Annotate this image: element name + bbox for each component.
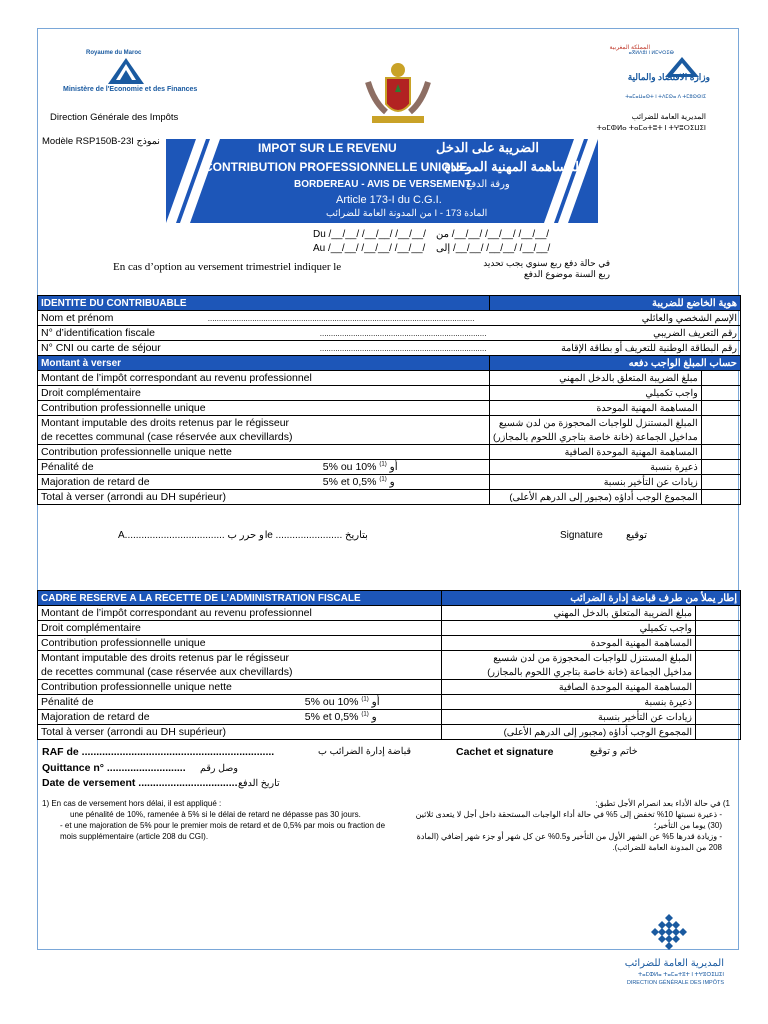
cadre-row [38, 606, 741, 621]
row-label: Total à verser (arrondi au DH supérieur) [38, 725, 442, 740]
cadre-table [37, 590, 741, 740]
cadre-row [38, 621, 741, 636]
identite-title-fr: IDENTITE DU CONTRIBUABLE [38, 296, 490, 311]
montant-row [38, 371, 741, 386]
banner-cpu-fr: CONTRIBUTION PROFESSIONNELLE UNIQUE [204, 160, 468, 174]
row-label: Total à verser (arrondi au DH supérieur) [38, 490, 490, 505]
footnote-ref: (1) [379, 476, 387, 483]
amount-cell[interactable] [701, 401, 740, 416]
if-input[interactable]: ........................................................................... [205, 326, 490, 341]
row-label: Pénalité de [38, 695, 187, 710]
if-label: N° d’identification fiscale [38, 326, 205, 341]
montant-row [38, 401, 741, 416]
ministere-text: Ministère de l'Economie et des Finances [63, 86, 198, 93]
tifinagh-ministere-text: ⵜⴰⵎⴰⵡⴰⵙⵜ ⵏ ⵜⴷⵎⵙⴰ ⴷ ⵜⵎⵓⵙⵙⵏⵉ [625, 94, 706, 100]
cachet-label: Cachet et signature [456, 746, 554, 758]
footer-tifinagh: ⵜⴰⵎⵀⵍⴰ ⵜⴰⵎⴰⵜⵓⵜ ⵏ ⵜⵖⵓⵔⵉⵡⵉⵏ [637, 972, 724, 978]
banner-bordereau-ar: ورقة الدفع [466, 179, 510, 190]
row-label-ar: مداخيل الجماعة (خانة خاصة بتاجري اللحوم بالمجازر) [489, 430, 701, 445]
ar-royaume-text: المملكة المغربية [609, 45, 650, 51]
cadre-row [38, 651, 741, 666]
raf-text: RAF de .................................................................. [42, 746, 275, 758]
royal-crest-icon [358, 58, 438, 128]
amount-cell[interactable] [696, 725, 741, 740]
period-au[interactable]: Au /__/__/ /__/__/ /__/__/ [313, 243, 426, 254]
row-label-ar: مبلغ الضريبة المتعلق بالدخل المهني [442, 606, 696, 621]
amount-cell[interactable] [696, 651, 741, 680]
footnote-ref: (1) [361, 696, 369, 703]
row-label-ar: المبلغ المستنزل للواجبات المحجوزة من لدن شسيع [489, 416, 701, 431]
raf-field[interactable] [42, 746, 274, 758]
montant-row [38, 430, 741, 445]
footnote-ref: (1) [379, 461, 387, 468]
notes-ar [408, 798, 730, 853]
row-label: de recettes communal (case réservée aux chevillards) [38, 665, 442, 680]
amount-cell[interactable] [696, 710, 741, 725]
row-label: Pénalité de [38, 460, 205, 475]
if-label-ar: رقم التعريف الضريبي [489, 326, 740, 341]
footer-ar: المديرية العامة للضرائب [624, 958, 724, 969]
row-label: Contribution professionnelle unique [38, 401, 490, 416]
row-label-ar: المساهمة المهنية الموحدة الصافية [442, 680, 696, 695]
modele-number: Modèle RSP150B-23I نموذج [42, 136, 160, 147]
identite-row-nom [38, 311, 741, 326]
cni-label-ar: رقم البطاقة الوطنية للتعريف أو بطاقة الإقامة [489, 341, 740, 356]
montant-title-ar: حساب المبلغ الواجب دفعه [489, 356, 740, 371]
direction-text: Direction Générale des Impôts [50, 112, 179, 123]
quittance-label-ar: وصل رقم [200, 763, 238, 774]
row-label-ar: المجموع الوجب أداؤه (مجبور إلى الدرهم الأعلى) [489, 490, 701, 505]
rate-cell [187, 710, 442, 725]
notes-fr [42, 798, 397, 842]
cni-label: N° CNI ou carte de séjour [38, 341, 205, 356]
amount-cell[interactable] [696, 636, 741, 651]
rate-text: 5% ou 10% أو [322, 461, 398, 473]
row-label: Contribution professionnelle unique nette [38, 445, 490, 460]
nom-label: Nom et prénom [38, 311, 205, 326]
rate-text: 5% et 0,5% و [322, 476, 395, 488]
row-label-ar: ذعيرة بنسبة [489, 460, 701, 475]
lieu-field[interactable]: A.................................... و حرر ب [118, 530, 264, 541]
row-label: Droit complémentaire [38, 621, 442, 636]
amount-cell[interactable] [696, 680, 741, 695]
cadre-title-fr: CADRE RESERVE A LA RECETTE DE L’ADMINISTRATION FISCALE [38, 591, 442, 606]
dgi-footer-logo [620, 912, 730, 992]
tifinagh-direction-text: ⵜⴰⵎⵀⵍⴰ ⵜⴰⵎⴰⵜⵓⵜ ⵏ ⵜⵖⵓⵔⵉⵡⵉⵏ [596, 125, 706, 132]
identite-row-cni [38, 341, 741, 356]
tifinagh-royaume-text: ⴰⴳⵍⴷⵓⵏ ⵏ ⵍⵎⵖⵔⵉⴱ [628, 50, 674, 56]
note-fr-1: 1) En cas de versement hors délai, il est appliqué : [42, 799, 222, 808]
title-banner [166, 139, 598, 223]
signature-label-ar: توقيع [626, 530, 648, 541]
date-versement-field[interactable]: Date de versement .................................. [42, 777, 238, 789]
declaration-table [37, 295, 741, 505]
row-label: Montant de l’impôt correspondant au revenu professionnel [38, 371, 490, 386]
amount-cell[interactable] [701, 416, 740, 445]
banner-stripes-left [166, 139, 226, 223]
period-ila[interactable]: إلى /__/__/ /__/__/ /__/__/ [436, 243, 551, 254]
row-label: Droit complémentaire [38, 386, 490, 401]
cni-input[interactable]: ........................................................................... [205, 341, 490, 356]
amount-cell[interactable] [701, 475, 740, 490]
nom-input[interactable]: ........................................................................................................................ [205, 311, 490, 326]
trimestriel-label: En cas d’option au versement trimestriel indiquer le [113, 261, 342, 273]
row-label: Montant imputable des droits retenus par le régisseur [38, 416, 490, 431]
amount-cell[interactable] [701, 445, 740, 460]
banner-stripes-right [538, 139, 598, 223]
row-label-ar: المساهمة المهنية الموحدة [442, 636, 696, 651]
trimestriel-label-ar: في حالة دفع ربع سنوي يجب تحديد ربع السنة موضوع الدفع [483, 258, 610, 279]
row-label-ar: مبلغ الضريبة المتعلق بالدخل المهني [489, 371, 701, 386]
rate-cell [205, 475, 490, 490]
rate-text: 5% et 0,5% و [304, 711, 377, 723]
ministry-logo-fr [50, 42, 208, 132]
row-label-ar: واجب تكميلي [442, 621, 696, 636]
amount-cell[interactable] [701, 460, 740, 475]
note-fr-2: une pénalité de 10%, ramenée à 5% si le délai de retard ne dépasse pas 30 jours. [70, 810, 361, 819]
montant-row [38, 490, 741, 505]
rate-cell [205, 460, 490, 475]
row-label: Montant imputable des droits retenus par le régisseur [38, 651, 442, 666]
row-label: Montant de l’impôt correspondant au revenu professionnel [38, 606, 442, 621]
cadre-row [38, 680, 741, 695]
cadre-row [38, 636, 741, 651]
footer-fr: DIRECTION GÉNÉRALE DES IMPÔTS [626, 980, 724, 986]
cadre-title-ar: إطار يملأ من طرف قباضة إدارة الضرائب [442, 591, 741, 606]
banner-cpu-ar: المساهمة المهنية الموحدة [444, 159, 583, 174]
row-label-ar: ذعيرة بنسبة [442, 695, 696, 710]
amount-cell[interactable] [696, 606, 741, 621]
banner-article-fr: Article 173-I du C.G.I. [336, 194, 442, 206]
row-label-ar: المبلغ المستنزل للواجبات المحجوزة من لدن شسيع [442, 651, 696, 666]
royaume-text: Royaume du Maroc [86, 50, 142, 56]
cadre-header [38, 591, 741, 606]
montant-row [38, 386, 741, 401]
banner-bordereau-fr: BORDEREAU - AVIS DE VERSEMENT [294, 179, 472, 190]
rate-text: 5% ou 10% أو [304, 696, 380, 708]
montant-header [38, 356, 741, 371]
note-ar-3: - وزيادة قدرها 5% عن الشهر الأول من التأخير و0.5% عن كل شهر أو جزء شهر إضافي (المادة 208 من المدونة العامة للضرائب). [416, 832, 722, 852]
date-versement-label-ar: تاريخ الدفع [238, 778, 280, 789]
footnote-ref: (1) [361, 711, 369, 718]
period-min[interactable]: من /__/__/ /__/__/ /__/__/ [436, 229, 550, 240]
amount-cell[interactable] [701, 386, 740, 401]
montant-title-fr: Montant à verser [38, 356, 490, 371]
row-label: Majoration de retard de [38, 710, 187, 725]
banner-title-fr: IMPOT SUR LE REVENU [258, 141, 397, 155]
amount-cell[interactable] [696, 621, 741, 636]
row-label: Contribution professionnelle unique nette [38, 680, 442, 695]
row-label-ar: زيادات عن التأخير بنسبة [442, 710, 696, 725]
montant-row [38, 475, 741, 490]
identite-header [38, 296, 741, 311]
row-label-ar: المجموع الوجب أداؤه (مجبور إلى الدرهم الأعلى) [442, 725, 696, 740]
row-label-ar: مداخيل الجماعة (خانة خاصة بتاجري اللحوم بالمجازر) [442, 665, 696, 680]
cachet-label-ar: خاتم و توقيع [590, 746, 638, 757]
ar-direction-text: المديرية العامة للضرائب [631, 112, 706, 121]
raf-label-ar: قباضة إدارة الضرائب ب [318, 746, 412, 757]
ministry-logo-ar [570, 42, 720, 137]
banner-article-ar: المادة 173 - I من المدونة العامة للضرائب [326, 208, 488, 219]
montant-row [38, 460, 741, 475]
note-ar-1: 1) في حالة الأداء بعد انصرام الأجل تطبق: [595, 799, 730, 808]
cadre-row [38, 710, 741, 725]
row-label-ar: زيادات عن التأخير بنسبة [489, 475, 701, 490]
row-label: Contribution professionnelle unique [38, 636, 442, 651]
signature-label: Signature [560, 530, 603, 541]
row-label: Majoration de retard de [38, 475, 205, 490]
amount-cell[interactable] [701, 371, 740, 386]
nom-label-ar: الإسم الشخصي والعائلي [489, 311, 740, 326]
period-du[interactable]: Du /__/__/ /__/__/ /__/__/ [313, 229, 426, 240]
cadre-row [38, 695, 741, 710]
amount-cell[interactable] [701, 490, 740, 505]
date-field[interactable]: le ........................ بتاريخ [265, 530, 368, 541]
row-label-ar: المساهمة المهنية الموحدة الصافية [489, 445, 701, 460]
montant-row [38, 416, 741, 431]
montant-row [38, 445, 741, 460]
amount-cell[interactable] [696, 695, 741, 710]
row-label-ar: واجب تكميلي [489, 386, 701, 401]
ar-ministere-text: وزارة الاقتصاد والمالية [627, 72, 710, 82]
cadre-row [38, 665, 741, 680]
quittance-field[interactable]: Quittance n° ........................... [42, 762, 186, 774]
cadre-row [38, 725, 741, 740]
row-label: de recettes communal (case réservée aux chevillards) [38, 430, 490, 445]
dgi-diamond-icon [644, 912, 694, 956]
identite-title-ar: هوية الخاضع للضريبة [489, 296, 740, 311]
note-fr-3: - et une majoration de 5% pour le premier mois de retard et de 0,5% par mois ou fraction de mois supplémentaire (article 208 du CGI). [60, 821, 386, 841]
banner-title-ar: الضريبة على الدخل [436, 140, 539, 155]
note-ar-2: - ذعيرة نسبتها 10% تخفض إلى 5% في حالة أداء الواجبات المستحقة داخل أجل لا يتعدى ثلاثين (30) يوما من التأخير؛ [415, 810, 722, 830]
mountain-logo-icon [106, 56, 146, 86]
identite-row-if [38, 326, 741, 341]
rate-cell [187, 695, 442, 710]
row-label-ar: المساهمة المهنية الموحدة [489, 401, 701, 416]
